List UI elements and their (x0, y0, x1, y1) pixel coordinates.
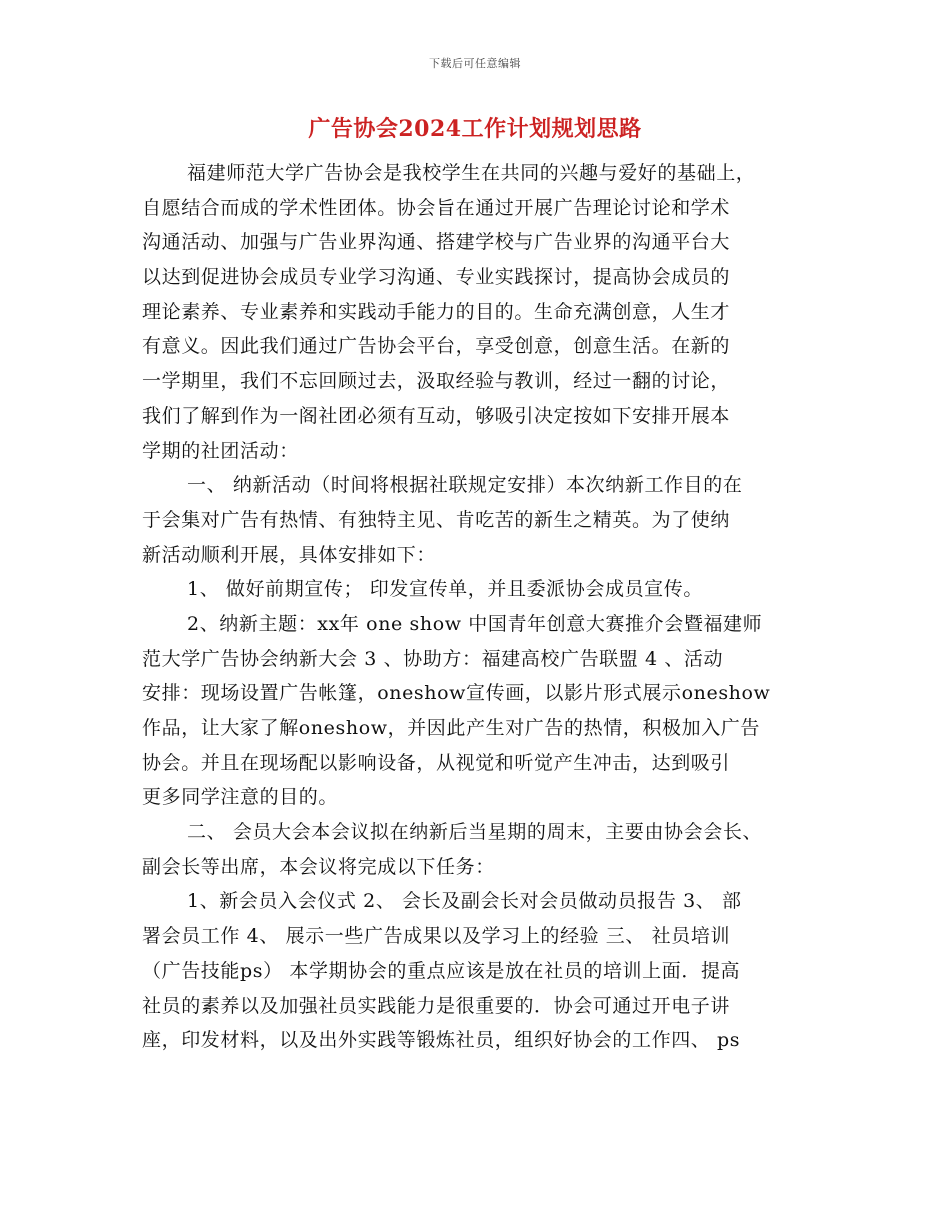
text-line: 署会员工作 4、 展示一些广告成果以及学习上的经验 三、 社员培训 (142, 925, 731, 948)
text-line: 二、 会员大会本会议拟在纳新后当星期的周末，主要由协会会长、 (187, 821, 763, 844)
text-line: 范大学广告协会纳新大会 3 、协助方：福建高校广告联盟 4 、活动 (142, 647, 724, 670)
document-body (142, 156, 810, 1058)
text-line: 更多同学注意的目的。 (142, 786, 339, 809)
text-line: 协会。并且在现场配以影响设备，从视觉和听觉产生冲击，达到吸引 (142, 751, 731, 774)
text-line: 作品，让大家了解oneshow，并因此产生对广告的热情，积极加入广告 (142, 717, 761, 739)
text-line: 2、纳新主题：xx年 one show 中国青年创意大赛推介会暨福建师 (187, 612, 763, 635)
text-line: 以达到促进协会成员专业学习沟通、专业实践探讨，提高协会成员的 (142, 266, 731, 289)
document-title: 广告协会2024工作计划规划思路 (308, 116, 642, 142)
text-line: 自愿结合而成的学术性团体。协会旨在通过开展广告理论讨论和学术 (142, 196, 731, 219)
text-line: 我们了解到作为一阁社团必须有互动，够吸引决定按如下安排开展本 (142, 404, 731, 427)
text-line: 副会长等出席，本会议将完成以下任务： (142, 855, 495, 878)
page-header-note: 下载后可任意编辑 (429, 57, 521, 70)
text-line: 安排：现场设置广告帐篷，oneshow宣传画，以影片形式展示oneshow (142, 682, 771, 705)
text-line: 一、 纳新活动（时间将根据社联规定安排）本次纳新工作目的在 (187, 474, 743, 497)
text-line: 一学期里，我们不忘回顾过去，汲取经验与教训，经过一翻的讨论， (142, 370, 731, 393)
text-line: （广告技能ps） 本学期协会的重点应该是放在社员的培训上面．提高 (142, 959, 741, 982)
text-line: 新活动顺利开展，具体安排如下： (142, 543, 437, 566)
text-line: 福建师范大学广告协会是我校学生在共同的兴趣与爱好的基础上， (187, 162, 756, 184)
text-line: 理论素养、专业素养和实践动手能力的目的。生命充满创意，人生才 (142, 300, 731, 323)
text-line: 沟通活动、加强与广告业界沟通、搭建学校与广告业界的沟通平台大 (142, 231, 731, 254)
text-line: 学期的社团活动： (142, 439, 299, 462)
text-line: 于会集对广告有热情、有独特主见、肯吃苦的新生之精英。为了使纳 (142, 508, 731, 531)
text-line: 座，印发材料，以及出外实践等锻炼社员，组织好协会的工作四、 ps (142, 1029, 741, 1052)
text-line: 1、新会员入会仪式 2、 会长及副会长对会员做动员报告 3、 部 (187, 890, 742, 913)
text-line: 1、 做好前期宣传； 印发宣传单，并且委派协会成员宣传。 (187, 578, 703, 601)
text-line: 有意义。因此我们通过广告协会平台，享受创意，创意生活。在新的 (142, 335, 731, 358)
text-line: 社员的素养以及加强社员实践能力是很重要的．协会可通过开电子讲 (142, 994, 731, 1017)
